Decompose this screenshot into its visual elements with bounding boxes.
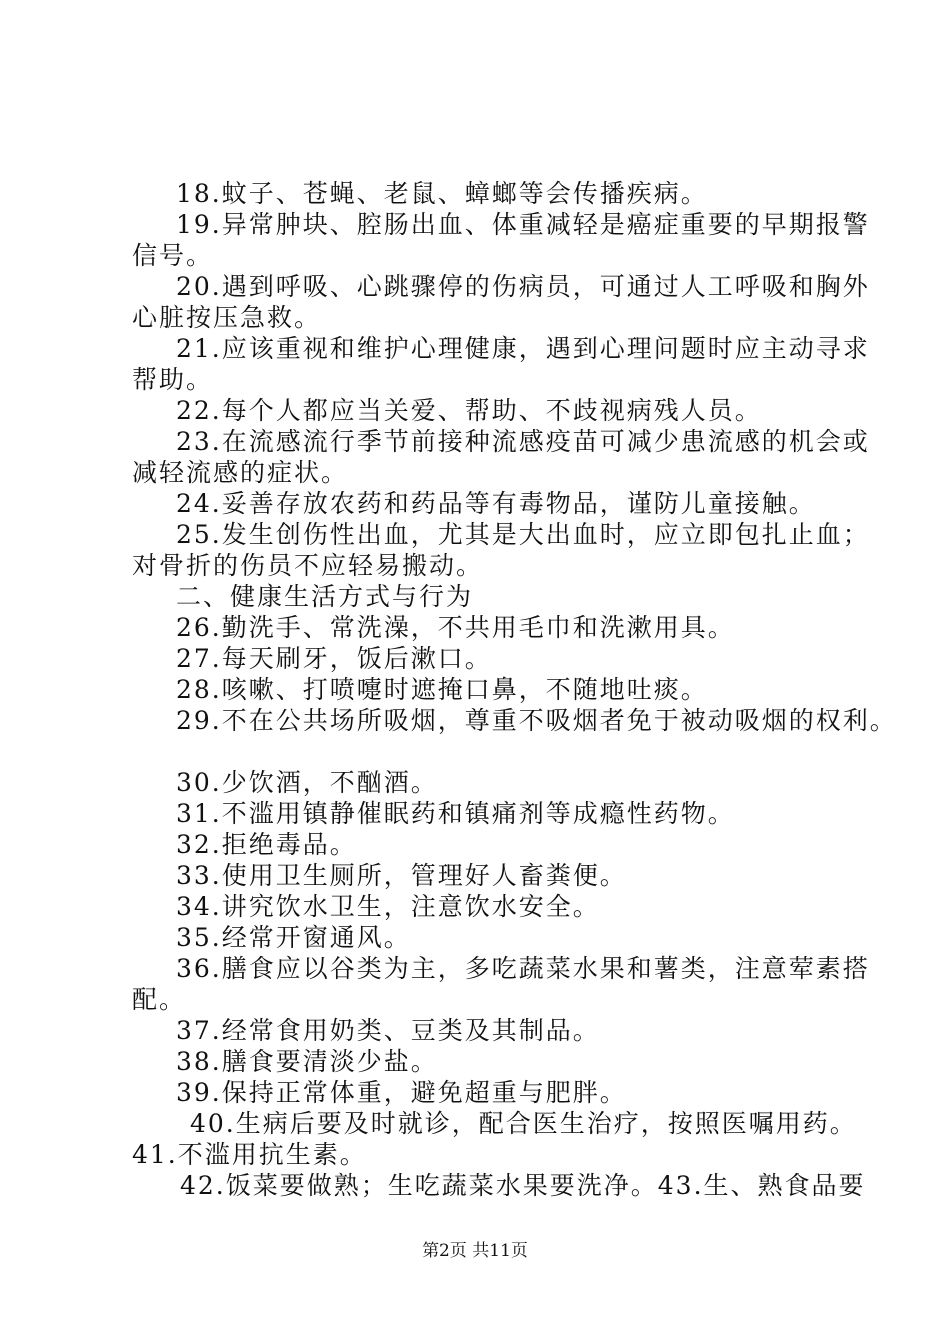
text-line: 41.不滥用抗生素。 <box>132 1140 367 1169</box>
text-line: 40.生病后要及时就诊，配合医生治疗，按照医嘱用药。 <box>190 1109 857 1138</box>
text-line: 31.不滥用镇静催眠药和镇痛剂等成瘾性药物。 <box>176 799 735 828</box>
text-line: 30.少饮酒，不酗酒。 <box>176 768 438 797</box>
text-line: 18.蚊子、苍蝇、老鼠、蟑螂等会传播疾病。 <box>176 179 708 208</box>
text-line: 心脏按压急救。 <box>132 303 322 332</box>
text-line: 19.异常肿块、腔肠出血、体重减轻是癌症重要的早期报警 <box>176 210 870 239</box>
section-heading: 二、健康生活方式与行为 <box>176 582 474 611</box>
text-line: 33.使用卫生厕所，管理好人畜粪便。 <box>176 861 627 890</box>
text-line: 对骨折的伤员不应轻易搬动。 <box>132 551 484 580</box>
text-line: 34.讲究饮水卫生，注意饮水安全。 <box>176 892 600 921</box>
text-line: 21.应该重视和维护心理健康，遇到心理问题时应主动寻求 <box>176 334 870 363</box>
text-line: 29.不在公共场所吸烟，尊重不吸烟者免于被动吸烟的权利。 <box>176 706 897 735</box>
text-line: 27.每天刷牙，饭后漱口。 <box>176 644 492 673</box>
text-line: 减轻流感的症状。 <box>132 458 349 487</box>
text-line: 信号。 <box>132 241 214 270</box>
text-line: 26.勤洗手、常洗澡，不共用毛巾和洗漱用具。 <box>176 613 735 642</box>
text-line: 25.发生创伤性出血，尤其是大出血时，应立即包扎止血； <box>176 520 870 549</box>
text-line: 42.饭菜要做熟；生吃蔬菜水果要洗净。43.生、熟食品要 <box>180 1171 866 1200</box>
text-line: 20.遇到呼吸、心跳骤停的伤病员，可通过人工呼吸和胸外 <box>176 272 870 301</box>
text-line: 32.拒绝毒品。 <box>176 830 357 859</box>
text-line: 23.在流感流行季节前接种流感疫苗可减少患流感的机会或 <box>176 427 870 456</box>
text-line: 38.膳食要清淡少盐。 <box>176 1047 438 1076</box>
text-line: 28.咳嗽、打喷嚏时遮掩口鼻，不随地吐痰。 <box>176 675 708 704</box>
text-line: 39.保持正常体重，避免超重与肥胖。 <box>176 1078 627 1107</box>
text-line: 22.每个人都应当关爱、帮助、不歧视病残人员。 <box>176 396 762 425</box>
text-line: 帮助。 <box>132 365 214 394</box>
text-line: 37.经常食用奶类、豆类及其制品。 <box>176 1016 600 1045</box>
text-line: 36.膳食应以谷类为主，多吃蔬菜水果和薯类，注意荤素搭 <box>176 954 870 983</box>
text-line: 35.经常开窗通风。 <box>176 923 411 952</box>
page-footer: 第2页 共11页 <box>422 1241 528 1261</box>
text-line: 24.妥善存放农药和药品等有毒物品，谨防儿童接触。 <box>176 489 816 518</box>
text-line: 配。 <box>132 985 187 1014</box>
